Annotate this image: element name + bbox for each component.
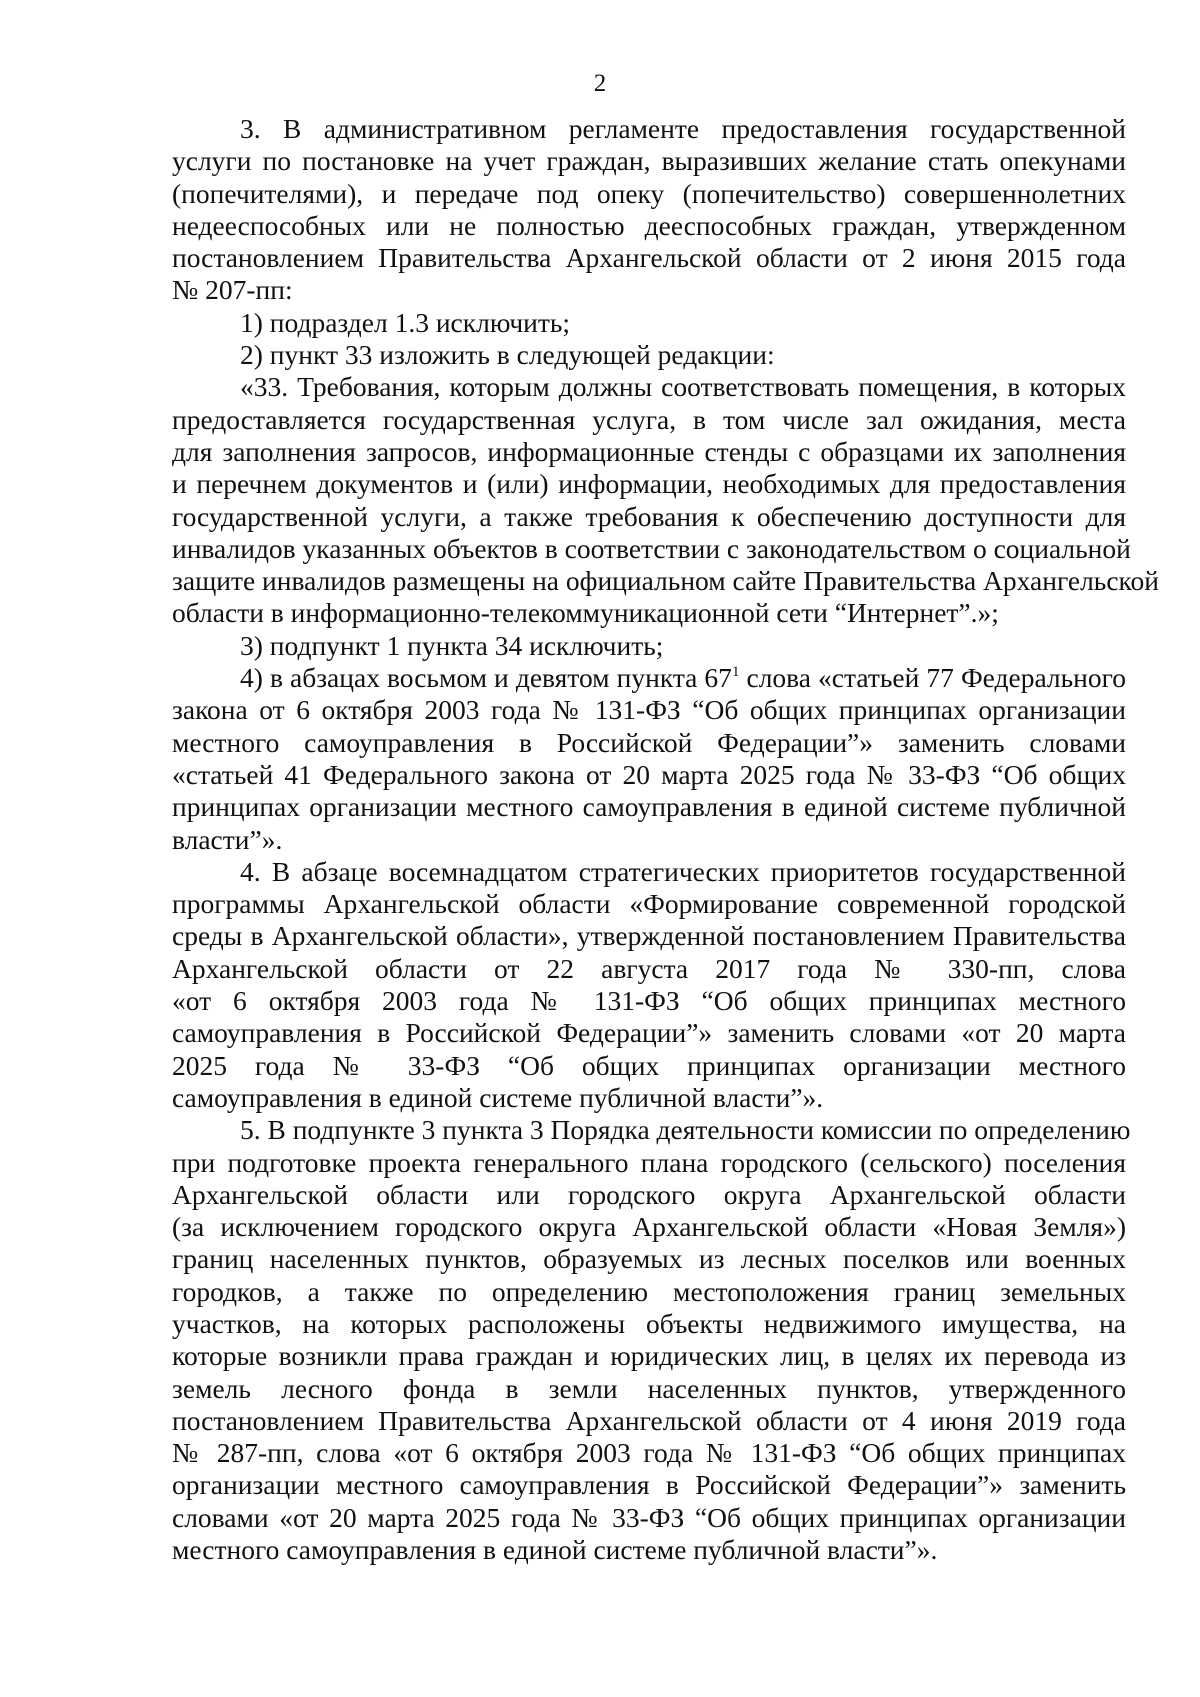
text-line-main: постановлением Правительства Архангельской области от 2 июня 2015 года xyxy=(172,242,1126,274)
text-line xyxy=(172,1114,1131,1146)
text-line-main: словами «от 20 марта 2025 года № 33-ФЗ “Об общих принципах организации xyxy=(172,1501,1126,1533)
text-line xyxy=(172,630,1126,662)
text-line xyxy=(172,727,1126,759)
text-line-main: 1) подраздел 1.3 исключить; xyxy=(240,306,571,338)
text-line-main: 4. В абзаце восемнадцатом стратегических приоритетов государственной xyxy=(240,855,1126,887)
text-line-main: 5. В подпункте 3 пункта 3 Порядка деятельности комиссии по определению xyxy=(240,1114,1131,1146)
text-line-main: принципах организации местного самоуправления в единой системе публичной xyxy=(172,791,1126,823)
text-line xyxy=(172,1340,1126,1372)
text-line xyxy=(172,1502,1126,1534)
text-line-main: «от 6 октября 2003 года № 131-ФЗ “Об общих принципах местного xyxy=(172,985,1126,1017)
superscript: 1 xyxy=(731,664,740,681)
text-line xyxy=(172,1082,1126,1114)
text-line xyxy=(172,1147,1126,1179)
text-line xyxy=(172,985,1126,1017)
text-line xyxy=(172,1050,1126,1082)
text-line-main: власти”». xyxy=(172,823,283,855)
text-line-main: 2) пункт 33 изложить в следующей редакции: xyxy=(240,339,775,371)
text-line xyxy=(172,210,1126,242)
text-line xyxy=(172,436,1126,468)
text-line xyxy=(172,888,1126,920)
text-line-main: которые возникли права граждан и юридических лиц, в целях их перевода из xyxy=(172,1340,1126,1372)
text-line-main: № 287-пп, слова «от 6 октября 2003 года № 131-ФЗ “Об общих принципах xyxy=(172,1437,1126,1469)
text-line xyxy=(172,274,1126,306)
text-line xyxy=(172,371,1126,403)
text-line-main: государственной услуги, а также требования к обеспечению доступности для xyxy=(172,500,1126,532)
text-line xyxy=(172,339,1126,371)
text-line-main: области в информационно-телекоммуникационной сети “Интернет”.»; xyxy=(172,597,999,629)
text-line xyxy=(172,532,1131,565)
text-line xyxy=(172,1308,1126,1340)
page-number: 2 xyxy=(593,70,607,97)
text-line xyxy=(172,1534,1126,1566)
text-line xyxy=(172,824,1126,856)
text-line xyxy=(172,1243,1126,1275)
text-line-main: местного самоуправления в единой системе публичной власти”». xyxy=(172,1534,938,1566)
text-line-main: предоставляется государственная услуга, в том числе зал ожидания, места xyxy=(172,403,1126,435)
text-line-main: самоуправления в единой системе публичной власти”». xyxy=(172,1081,824,1113)
text-line-main: организации местного самоуправления в Российской Федерации”» заменить xyxy=(172,1469,1126,1501)
text-line xyxy=(172,1405,1126,1437)
text-line-main: 3) подпункт 1 пункта 34 исключить; xyxy=(240,629,664,661)
text-line-main: инвалидов указанных объектов в соответствии с законодательством о социальной xyxy=(172,532,1131,564)
text-line xyxy=(172,1437,1126,1469)
text-line xyxy=(172,113,1126,145)
text-line-main: и перечнем документов и (или) информации, необходимых для предоставления xyxy=(172,468,1126,500)
text-line xyxy=(172,1179,1126,1211)
text-line-main: границ населенных пунктов, образуемых из лесных поселков или военных xyxy=(172,1243,1126,1275)
text-line-main: 2025 года № 33-ФЗ “Об общих принципах организации местного xyxy=(172,1049,1126,1081)
text-line-main: программы Архангельской области «Формирование современной городской xyxy=(172,888,1126,920)
text-line xyxy=(172,145,1126,177)
text-line-main: самоуправления в Российской Федерации”» заменить словами «от 20 марта xyxy=(172,1017,1126,1049)
text-line-main: «статьей 41 Федерального закона от 20 марта 2025 года № 33-ФЗ “Об общих xyxy=(172,758,1126,790)
text-line-main: местного самоуправления в Российской Федерации”» заменить словами xyxy=(172,726,1126,758)
text-line-main: недееспособных или не полностью дееспособных граждан, утвержденном xyxy=(172,209,1126,241)
text-line-main: закона от 6 октября 2003 года № 131-ФЗ “Об общих принципах организации xyxy=(172,694,1126,726)
text-line-main: участков, на которых расположены объекты недвижимого имущества, на xyxy=(172,1307,1126,1339)
text-line-main: земель лесного фонда в земли населенных пунктов, утвержденного xyxy=(172,1372,1126,1404)
text-line-main: «33. Требования, которым должны соответствовать помещения, в которых xyxy=(240,371,1126,403)
text-line-main: № 207-пп: xyxy=(172,274,293,306)
text-line-main: услуги по постановке на учет граждан, выразивших желание стать опекунами xyxy=(172,145,1126,177)
text-line xyxy=(172,501,1126,533)
text-line-main: Архангельской области от 22 августа 2017 года № 330-пп, слова xyxy=(172,952,1126,984)
text-line xyxy=(172,404,1126,436)
text-line xyxy=(172,565,1159,597)
text-line xyxy=(172,1469,1126,1501)
text-line-main: среды в Архангельской области», утвержденной постановлением Правительства xyxy=(172,920,1126,952)
text-line xyxy=(172,856,1126,888)
text-line-main: (попечителями), и передаче под опеку (попечительство) совершеннолетних xyxy=(172,177,1126,209)
document-body xyxy=(172,113,1159,1566)
text-line-main: Архангельской области или городского округа Архангельской области xyxy=(172,1178,1126,1210)
text-line xyxy=(172,953,1126,985)
text-line xyxy=(172,307,1126,339)
text-line-main: 3. В административном регламенте предоставления государственной xyxy=(240,113,1126,144)
text-line-main: защите инвалидов размещены на официальном сайте Правительства Архангельской xyxy=(172,565,1159,597)
text-line xyxy=(172,791,1126,823)
text-line xyxy=(172,1373,1126,1405)
text-line xyxy=(172,759,1126,791)
text-line-continuation: слова «статьей 77 Федерального xyxy=(739,662,1126,694)
text-line xyxy=(172,920,1126,952)
text-line-main: при подготовке проекта генерального плана городского (сельского) поселения xyxy=(172,1146,1126,1178)
text-line xyxy=(172,468,1126,500)
text-line xyxy=(172,1211,1126,1243)
text-line xyxy=(172,1017,1126,1049)
text-line-main: (за исключением городского округа Архангельской области «Новая Земля») xyxy=(172,1211,1126,1243)
text-line-main: постановлением Правительства Архангельской области от 4 июня 2019 года xyxy=(172,1404,1126,1436)
text-line xyxy=(172,178,1126,210)
text-line xyxy=(172,242,1126,274)
text-line xyxy=(172,597,1126,629)
text-line-main: городков, а также по определению местоположения границ земельных xyxy=(172,1275,1126,1307)
text-line-main: для заполнения запросов, информационные стенды с образцами их заполнения xyxy=(172,435,1126,467)
text-line-main: 4) в абзацах восьмом и девятом пункта 67 xyxy=(240,662,732,694)
text-line xyxy=(172,694,1126,726)
text-line xyxy=(172,1276,1126,1308)
text-line xyxy=(172,662,1126,694)
